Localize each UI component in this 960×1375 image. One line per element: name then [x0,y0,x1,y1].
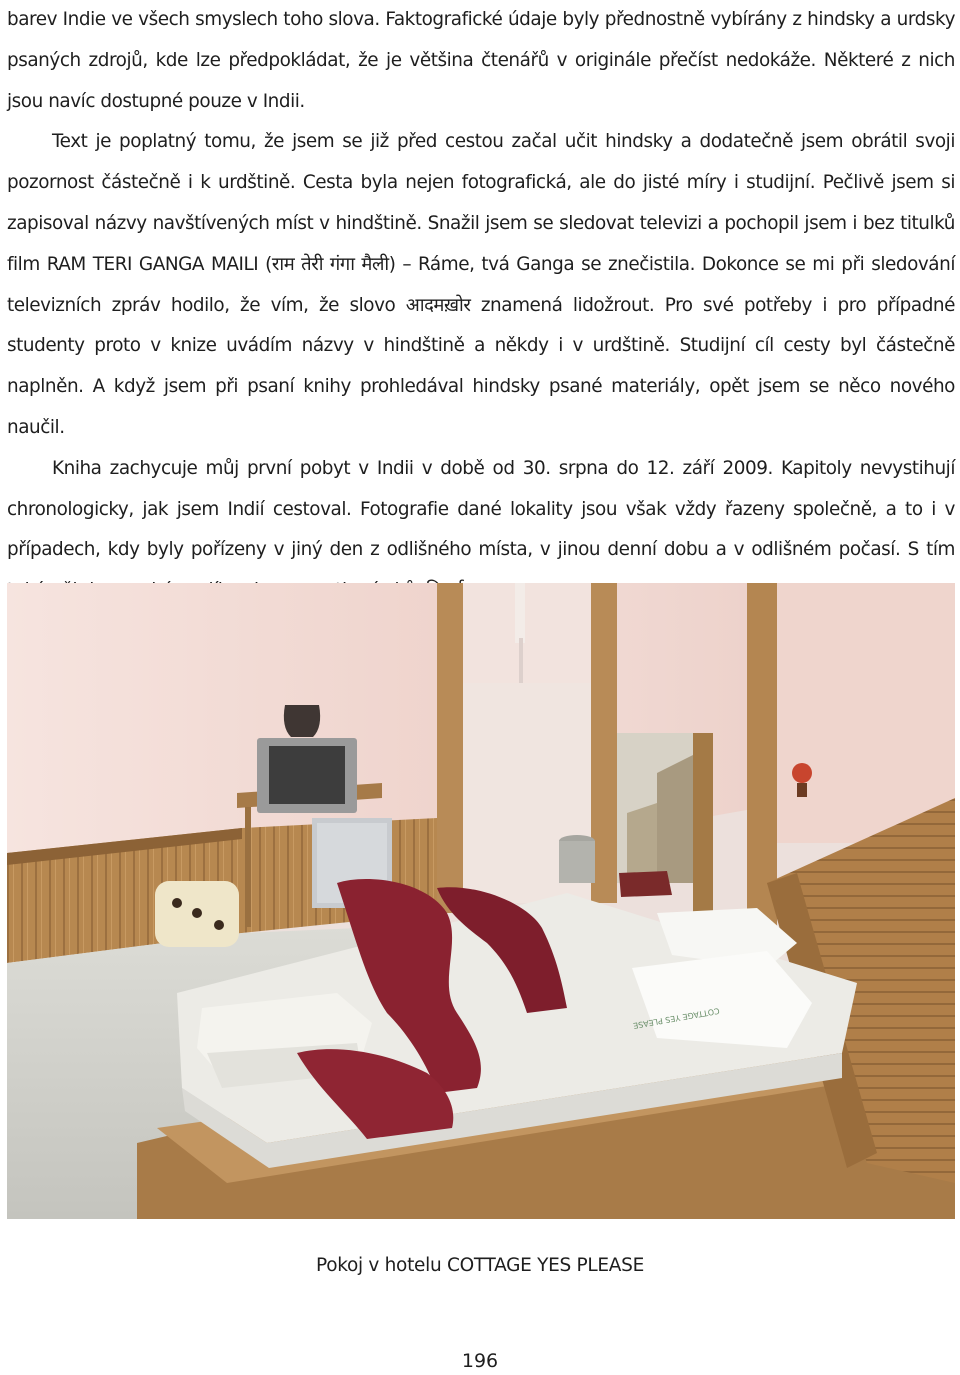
pillow-print: COTTAGE YES PLEASE [632,1006,721,1031]
page-number: 196 [461,1350,499,1372]
hotel-room-photo [7,583,955,1219]
body-text [7,0,955,612]
paragraph: barev Indie ve všech smyslech toho slova. Faktografické údaje byly přednostně vybírány z hindsky a urdsky psaných zdrojů, kde lze předpokládat, že je většina čtenářů v originále přečíst nedokáže. Některé z nich jsou navíc dostupné pouze v Indii. [7,9,955,112]
paragraph: Text je poplatný tomu, že jsem se již před cestou začal učit hindsky a dodatečně jsem obrátil svoji pozornost částečně i k urdštině. Cesta byla nejen fotografická, ale do jisté míry i studijní. Pečlivě jsem si zapisoval názvy navštívených míst v hindštině. Snažil jsem se sledovat televizi a pochopil jsem i bez titulků film RAM TERI GANGA MAILI (राम तेरी गंगा मैली) – Ráme, tvá Ganga se znečistila. Dokonce se mi při sledování televizních zpráv hodilo, že vím, že slovo आदमख़ोर znamená lidožrout. Pro své potřeby i pro případné studenty proto v knize uvádím názvy v hindštině a někdy i v urdštině. Studijní cíl cesty byl částečně naplněn. A když jsem při psaní knihy prohledával hindsky psané materiály, opět jsem se něco nového naučil. [7,131,955,438]
figure-caption: Pokoj v hotelu COTTAGE YES PLEASE [316,1255,644,1276]
paragraph: Kniha zachycuje můj první pobyt v Indii v době od 30. srpna do 12. září 2009. Kapitoly nevystihují chronologicky, jak jsem Indií cestoval. Fotografie dané lokality jsou však vždy řazeny společně, a to i v případech, kdy byly pořízeny v jiný den z odlišného místa, v jinou denní dobu a v odlišném počasí. S tím [7,457,955,561]
